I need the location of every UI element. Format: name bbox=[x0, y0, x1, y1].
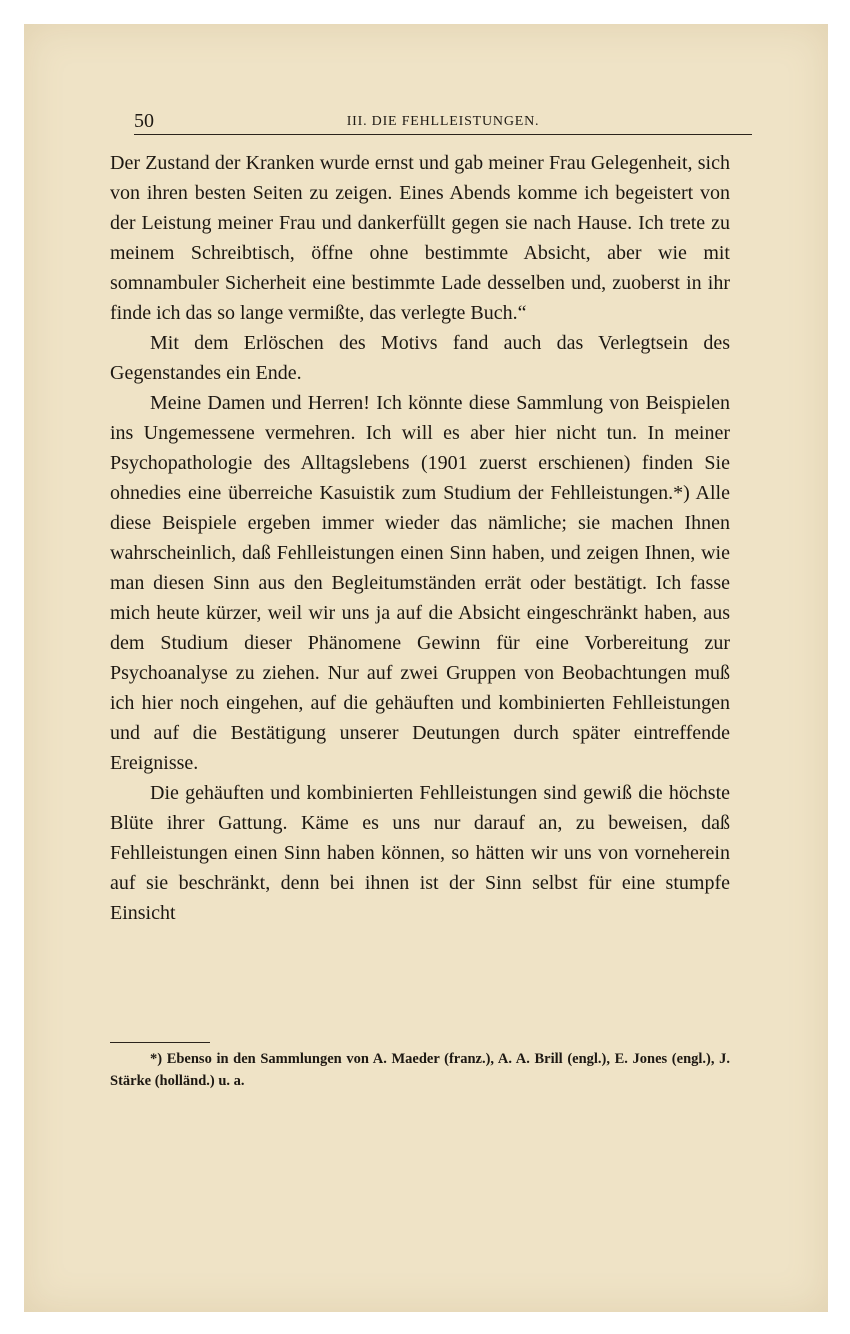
paragraph: Mit dem Erlöschen des Motivs fand auch das Verlegtsein des Gegenstandes ein Ende. bbox=[110, 332, 730, 384]
footnote: *) Ebenso in den Sammlungen von A. Maeder (franz.), A. A. Brill (engl.), E. Jones (engl.), J. Stärke (holländ.) u. a. bbox=[110, 1051, 730, 1089]
footnote-rule bbox=[110, 1042, 210, 1043]
page-header bbox=[134, 108, 752, 135]
body-text bbox=[110, 148, 730, 928]
paragraph: Die gehäuften und kombinierten Fehlleistungen sind gewiß die höchste Blüte ihrer Gattung. Käme es uns nur darauf an, zu beweisen, daß Fehlleistungen einen Sinn haben können, so hätten wir uns von vorneherein auf sie beschränkt, denn bei ihnen ist der Sinn selbst für eine stumpfe Einsicht bbox=[110, 782, 730, 924]
page-number: 50 bbox=[134, 110, 154, 132]
running-title: III. DIE FEHLLEISTUNGEN. bbox=[346, 114, 540, 129]
paragraph: Meine Damen und Herren! Ich könnte diese Sammlung von Beispielen ins Ungemessene vermehren. Ich will es aber hier nicht tun. In meiner Psychopathologie des Alltagslebens (1901 zuerst erschienen) finden Sie ohnedies eine überreiche Kasuistik zum Studium der Fehlleistungen.*) Alle diese Beispiele ergeben immer wieder das nämliche; sie machen Ihnen wahrscheinlich, daß Fehlleistungen einen Sinn haben, und zeigen Ihnen, wie man diesen Sinn aus den Begleitumständen errät oder bestätigt. Ich fasse mich heute kürzer, weil wir uns ja auf die Absicht eingeschränkt haben, aus dem Studium dieser Phänomene Gewinn für eine Vorbereitung zur Psychoanalyse zu ziehen. Nur auf zwei Gruppen von Beobachtungen muß ich hier noch eingehen, auf die gehäuften und kombinierten Fehlleistungen und auf die Bestätigung unserer Deutungen durch später eintreffende Ereignisse. bbox=[110, 392, 730, 774]
paragraph-continued: Der Zustand der Kranken wurde ernst und gab meiner Frau Gelegenheit, sich von ihren besten Seiten zu zeigen. Eines Abends komme ich begeistert von der Leistung meiner Frau und dankerfüllt gegen sie nach Hause. Ich trete zu meinem Schreibtisch, öffne ohne bestimmte Absicht, aber wie mit somnambuler Sicherheit eine bestimmte Lade desselben und, zuoberst in ihr finde ich das so lange vermißte, das verlegte Buch.“ bbox=[110, 152, 730, 324]
